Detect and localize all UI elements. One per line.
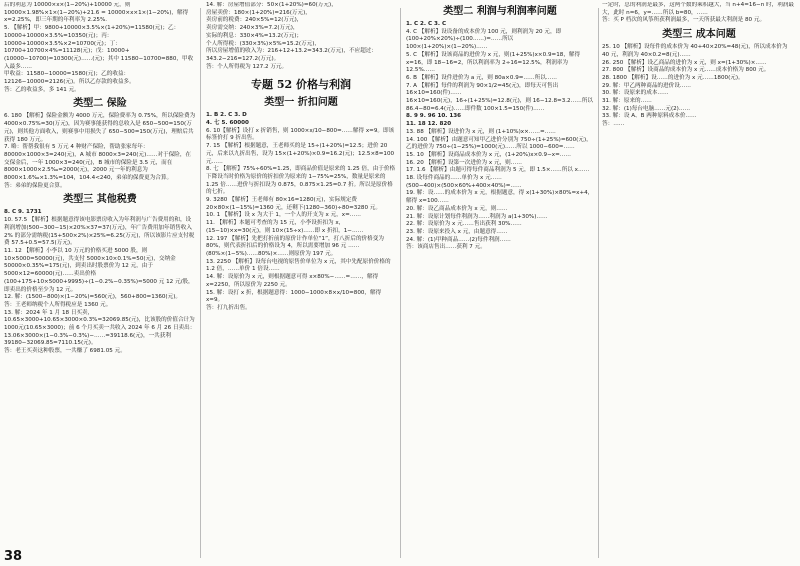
- answer-paragraph: 答：个人所得税为 127.2 万元。: [206, 63, 288, 70]
- answer-paragraph: 15. 解：设打 x 折，根据题意得：1000−1000×8×x/10=800，解得 x=9。: [206, 289, 382, 304]
- page-number: 38: [4, 549, 23, 564]
- answer-paragraph: 24. 解：(1)甲种商品……(2)每件利润……: [406, 236, 511, 243]
- answer-paragraph: 7. A 【解析】每件的利润为 90×1/2=45(元)，即每天可售出 16×10=160(件)……: [406, 82, 559, 97]
- column-divider: [400, 8, 401, 558]
- answer-paragraph: 32. 解：(1)每台电脑……元(2)……: [602, 105, 691, 112]
- answer-paragraph: 答：弟弟的保险更合算。: [4, 182, 66, 189]
- answer-paragraph: 4. C 【解析】设设备的成本价为 100 元，则利润为 20 元，即(100+20%×20%)÷(100……)=……所以 100×(1+20%)×(1−20%)……: [406, 28, 562, 51]
- section-heading: 类型二 保险: [73, 98, 127, 110]
- column-divider: [200, 8, 201, 558]
- answer-paragraph: 22. 解：设原价为 x 元……售出获利 30%……: [406, 221, 522, 228]
- column-3: [406, 2, 594, 566]
- answer-paragraph: 14. 解：设原价为 x 元，则根据题意可得 x×80%−……=……，解得 x=2250，所以原价为 2250 元。: [206, 274, 379, 288]
- answer-paragraph: 答：该商店售出……获利 7 元。: [406, 244, 486, 251]
- answer-paragraph: 答：乙的收益多，多 141 元。: [4, 86, 80, 93]
- answer-paragraph: 21. 解：设原计划每件利润为……利润为 a(1+30%)……: [406, 213, 548, 220]
- section-heading: 类型一 折扣问题: [264, 97, 338, 109]
- answer-paragraph: 19. 解：设……的成本价为 x 元，根据题意，得 x(1+30%)×80%=x+4，解得 x=100……: [406, 190, 594, 205]
- answer-paragraph: 甲收益：11580−10000=1580(元)；乙的收益：12126−10000=2126(元)。所以乙存款的收益多。: [4, 71, 135, 86]
- answer-paragraph: 5. 【解析】甲：9800+10000×3.5%×(1+20%)=11580(元)；乙：10000+10000×3.5%=10350(元)；丙：10000+10000×3.5%×2=10700(元)；丁：10700+10700×4%=11128(元)；戊：10000+(10000−10700)=10300(元)……(元)；其中 11580−10700=880，甲收入最多……: [4, 25, 194, 70]
- answer-paragraph: 7. 略：帮帮我很有 5 万元 4 种财产保险，帮助张家每年：80000×1000×3=240(元)，A 城市 8000×3=240(元)……对于保险，在交保金后，一年 1000×3=240(元)，B 城市的保险是 3.5 元，而在 8000×1000×2.5‰=2000(元)，2000 元一年的利息为 8000×1.6‰×1.3%=104，104.4<240，弟弟的保费更为合算。: [4, 144, 192, 182]
- answer-paragraph: 8. 9 9. 96 10. 136: [406, 113, 462, 120]
- answer-paragraph: 6. 10【解析】设打 x 折销售，则 1000×x/10−800=……解得 x=9。即该标签价打 9 折出售。: [206, 127, 395, 142]
- column-4: [602, 2, 796, 566]
- answer-paragraph: 12. 197 【解析】先把打折前的原价计作单位“1”，打八折后的价格变为 80%，则代表折扣后的价格设为 4，所以需要增加 96 元 ……(80%×(1−5%)……80%)×……则原价为 197 元。: [206, 235, 384, 257]
- answer-paragraph: 7. 15 【解析】根据题意，王老师买的是 15÷(1+20%)=12.5；进价 20 元，后来以九折出售，设为 15×(1+20%)×0.9=16.2(元)；12.5×8=100 元……: [206, 143, 395, 165]
- answer-paragraph: 16. 20 【解析】设第一次进价为 x 元，则……: [406, 159, 522, 166]
- answer-paragraph: 13. 解：2024 年 1 月 18 日买卖，10.65×3000+10.65×3000×0.3%=32069.85(元)，比该股的价值合计为 1000元(10.65×3000)；前 6 个月买卖一共收入 2024 年 6 月 26 日卖出：13.06×3000×(1−0.3%−0.3%)−……=39118.6(元)，一共获利 39180−32069.85=7110.15(元)。: [4, 309, 196, 347]
- column-divider: [598, 8, 599, 558]
- section-heading: 类型二 利润与利润率问题: [443, 6, 557, 17]
- answer-paragraph: 26. 250 【解析】设乙商品的进价为 x 元，则 x=(1+30%)×……: [602, 59, 767, 66]
- answer-paragraph: 8. C 9. 1731: [4, 209, 42, 216]
- topic-heading: 专题 52 价格与利润: [251, 78, 351, 92]
- answer-paragraph: 1. B 2. C 3. D: [206, 112, 247, 119]
- answer-paragraph: 所以房屋增值的收入为：216+12+13.2=343.2(万元)，不应超过：343.2−216=127.2(万元)。: [206, 48, 377, 62]
- answer-paragraph: 8. 七 【解析】75%÷60%=1.25，即商品价值是原来的 1.25 倍，由于价格下降设当时价格为原价的折扣价为原来的 1−75%=25%，数量是原来的 1.25 倍……进价与折扣设为 0.875，0.875×1.25=0.7 折。所以是原价格的七折。: [206, 166, 396, 196]
- column-2: [206, 2, 396, 566]
- answer-paragraph: 答：打九折出售。: [206, 304, 251, 311]
- answer-paragraph: 13. 2250 【解析】设每台电视的原售价单位为 x 元，其中先配原价价格的 1.2 倍，……单价 1 倍设……: [206, 258, 391, 273]
- answer-paragraph: 28. 1800 【解析】设……的进价为 x 元……1800(元)。: [602, 74, 744, 81]
- answer-paragraph: 一定时，总的利润是最多，这两个数的乘积越大，当 n+4=16−n 时，利润最大，此时 n=6，y=……所以 b=80，……: [602, 2, 795, 16]
- answer-paragraph: 11. 12 【解析】小李以 10 万元的价格买进 5000 股，则 10×5000=50000(元)，共支付 5000×10×0.1%=50(元)，交纳金 50000×0.35%=175(元)，到卖出时股票价为 12 元，由于 5000×12=60000(元)……卖出价格(100+175+10×5000+9995)÷(1−0.2%−0.35%)≈5000 元 12 元/股，即卖出的价格至少为 12 元。: [4, 247, 194, 293]
- section-heading: 类型三 成本问题: [662, 29, 736, 41]
- answer-paragraph: 16×10=160(元)，16÷(1+25%)=12.8(元)，则 16−12.8=3.2……所以 86.4−80=6.4(元)……即件数 100×1.5=150(件)……: [406, 98, 593, 112]
- answer-paragraph: 11. 18 12. 820: [406, 121, 452, 128]
- answer-paragraph: 9. 3280 【解析】王老师有 80×16=1280(元)，实际规定费 20×80×(1−15%)=1360 元，还剩下(1280−360)÷80=3280 元。: [206, 197, 381, 211]
- answer-paragraph: 答：买 P 档次的风筝所获利润最多，一天所获最大利润是 80 元。: [602, 17, 766, 24]
- answer-paragraph: 房屋卖价：180×(1+20%)=216(万元)，: [206, 9, 311, 16]
- answer-paragraph: 27. 800 【解析】设商品的成本价为 x 元……成本价格为 800 元。: [602, 67, 770, 74]
- answer-paragraph: 答：老王买卖这种股票，一共赚了 6981.05 元。: [4, 348, 126, 355]
- answer-paragraph: 1. C 2. C 3. C: [406, 21, 447, 27]
- answer-paragraph: 18. 设每件商品的……单价为 x 元……(500−400)×(500×60%+400×40%)=……: [406, 175, 522, 189]
- section-heading: 类型三 其他税费: [63, 194, 137, 206]
- answer-paragraph: 个人所得税：(330×3%)×5%=15.2(万元)，: [206, 40, 321, 47]
- answer-paragraph: 6. 180 【解析】保险金额为 4000 万元，保险费率为 0.75%，所以保险费为 4000×0.75%=30(万元)，因为赛事能获得的总收入是 650−500=150(万元)，则其他方面收入，则赛事中用损失了 650−500=150(万元)，理赔后共获得 180 万元。: [4, 113, 196, 143]
- answer-paragraph: 33. 解：设 A、B 两种原料成本价……: [602, 113, 697, 120]
- answer-paragraph: 12. 解：(1500−800)×(1−20%)=560(元)，560+800=1360(元)。: [4, 294, 181, 301]
- answer-paragraph: 卖房需交纳：240×3%=7.2(万元)，: [206, 25, 299, 32]
- answer-paragraph: 10. 57.5 【解析】根据题意得该电影票房收入为年利润与广告费用的和，设利润增加(500−300−15)×20%×37=37(万元)，年广告费用加年销售收入 2% 的部分需纳税(15+500×2%)×25%=6.25(万元)，所以该影片应支付税费 57.5+0.5=57.5(万元)。: [4, 217, 195, 247]
- answer-paragraph: 10. 1 【解析】设 x 为大于 1，一个人的开支为 x 元，x=……: [206, 212, 361, 219]
- answer-paragraph: 14. 解：房屋增值部分：50×(1+20%)=60(万元)，: [206, 2, 337, 8]
- answer-paragraph: 31. 解：原来的……: [602, 98, 652, 105]
- answer-paragraph: 14. 100 【解析】由题意可知甲乙进价分别为 750÷(1+25%)=600(元)，乙的进价为 750÷(1−25%)=1000(元)……所以 1000−600=……: [406, 136, 592, 151]
- answer-paragraph: 25. 10 【解析】设每件的成本价为 40+40×20%=48(元)，所以成本价为 40 元，利润为 40×0.2=8(元)……: [602, 44, 788, 58]
- answer-paragraph: 13. 88 【解析】设进价为 x 元，则 (1+10%)x×……=……: [406, 128, 556, 135]
- answer-paragraph: 答：王老师纳税个人所得税应是 1360 元。: [4, 301, 112, 308]
- answer-paragraph: 后的利息为 10000×x×(1−20%)+10000 元，则 10000×1.98%×1×(1−20%)+21.6 = 10000×x×1×(1−20%)，解得 x=2.25%，即三年期的年利率为 2.25%.: [4, 2, 189, 24]
- answer-paragraph: 5. C 【解析】设该商品的进价为 x 元，则(1+25%)x×0.9=18，解得 x=16，即 18−16=2，所以利润率为 2÷16=12.5%，利润率为 12.5%……: [406, 51, 581, 74]
- answer-paragraph: 17. 1.6 【解析】由题可得每件商品利润为 5 元，即 1.5×……所以 x……: [406, 167, 590, 174]
- answer-paragraph: 30. 解：设原来的成本……: [602, 90, 669, 97]
- answer-paragraph: 29. 解：甲乙两种商品的进价设……: [602, 82, 691, 89]
- column-1: [4, 2, 196, 566]
- answer-paragraph: 6. B 【解析】设件进价为 a 元，则 80a×0.9=……所以……: [406, 74, 557, 81]
- answer-paragraph: 实际的利息：330×4%=13.2(万元)；: [206, 32, 303, 39]
- answer-paragraph: 卖房前的税费：240×5%=12(万元)，: [206, 17, 303, 24]
- answer-paragraph: 15. 10 【解析】设商品成本价为 x 元，(1+20%)x×0.9−x=……: [406, 151, 571, 158]
- answer-paragraph: 20. 解：设乙商品成本价为 x 元，则……: [406, 205, 508, 212]
- answer-paragraph: 答：……: [602, 121, 625, 128]
- answer-paragraph: 11. 【解析】本题可考查的为 15 元，小李设折扣为 x，(15−10)×x=30(元)，则 10×(15÷x)……即 x 折扣，1−……: [206, 220, 364, 234]
- answer-paragraph: 4. 七 5. 60000: [206, 120, 249, 127]
- answer-paragraph: 23. 解：设原来投入 x 元，由题意得……: [406, 228, 508, 235]
